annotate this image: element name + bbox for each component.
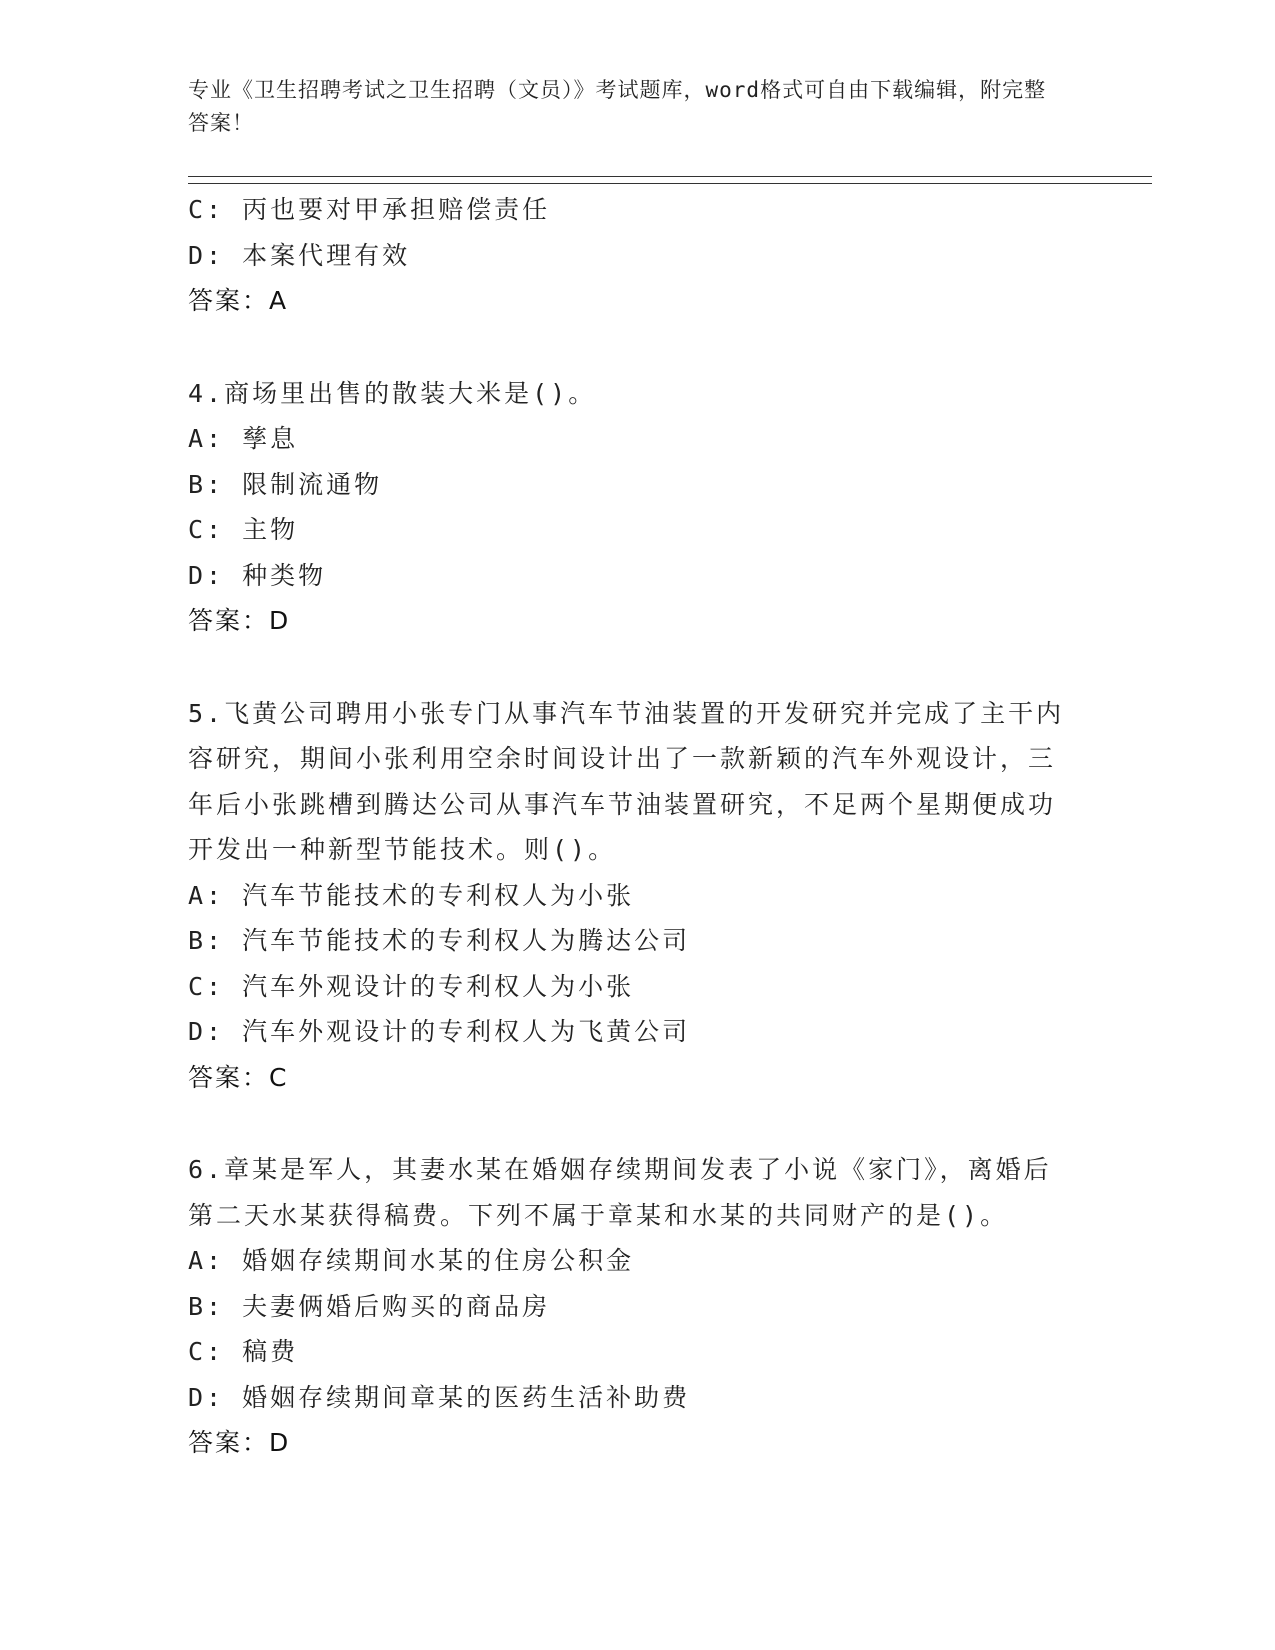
header-divider [188, 176, 1152, 184]
option-a: A: 婚姻存续期间水某的住房公积金 [188, 1246, 635, 1275]
option-b: B: 汽车节能技术的专利权人为腾达公司 [188, 926, 691, 955]
option-b: B: 夫妻俩婚后购买的商品房 [188, 1291, 551, 1321]
question-block-5 [188, 691, 1068, 1101]
question-stem: 4.商场里出售的散装大米是()。 [188, 378, 597, 408]
question-block-4 [188, 371, 1068, 644]
question-list [188, 187, 1068, 1466]
option-d: D: 婚姻存续期间章某的医药生活补助费 [188, 1382, 691, 1412]
option-d: D: 汽车外观设计的专利权人为飞黄公司 [188, 1017, 691, 1046]
option-a: A: 孳息 [188, 424, 299, 453]
question-stem: 6.章某是军人，其妻水某在婚姻存续期间发表了小说《家门》，离婚后第二天水某获得稿费。下列不属于章某和水某的共同财产的是()。 [188, 1155, 1052, 1230]
option-c: C: 主物 [188, 515, 299, 544]
answer-line: 答案：D [188, 1428, 291, 1457]
option-c: C: 汽车外观设计的专利权人为小张 [188, 971, 635, 1001]
question-block-6 [188, 1147, 1068, 1466]
option-a: A: 汽车节能技术的专利权人为小张 [188, 880, 635, 910]
option-d: D: 种类物 [188, 560, 327, 590]
option-c: C: 稿费 [188, 1337, 299, 1366]
answer-line: 答案：C [188, 1062, 289, 1092]
answer-line: 答案：A [188, 286, 289, 315]
question-stem: 5.飞黄公司聘用小张专门从事汽车节油装置的开发研究并完成了主干内容研究，期间小张利用空余时间设计出了一款新颖的汽车外观设计，三年后小张跳槽到腾达公司从事汽车节油装置研究，不足两个星期便成功开发出一种新型节能技术。则()。 [188, 698, 1065, 864]
answer-line: 答案：D [188, 606, 291, 635]
page-header: 专业《卫生招聘考试之卫生招聘（文员）》考试题库，word格式可自由下载编辑，附完整答案！ [188, 78, 1047, 135]
question-block-continued [188, 187, 1068, 324]
option-c: C: 丙也要对甲承担赔偿责任 [188, 195, 551, 224]
option-b: B: 限制流通物 [188, 469, 383, 499]
option-d: D: 本案代理有效 [188, 240, 411, 270]
